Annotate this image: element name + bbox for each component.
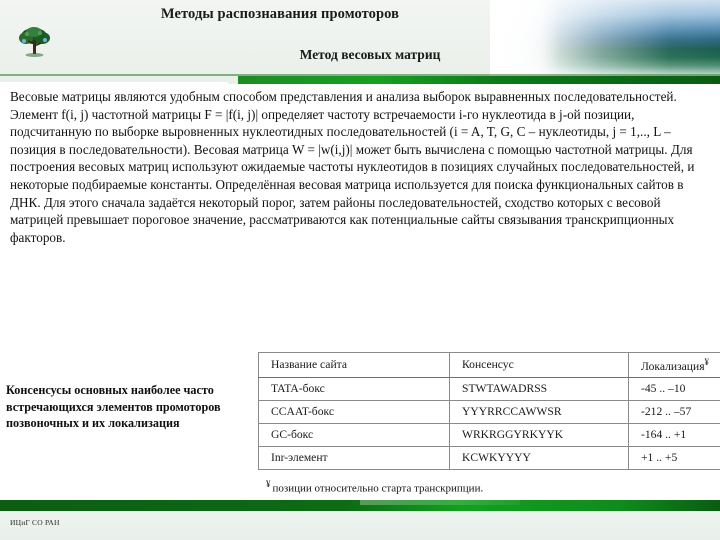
table-header-site: Название сайта	[259, 353, 450, 378]
cell-consensus: WRKRGGYRKYYK	[450, 423, 629, 446]
table-header-localization	[629, 353, 720, 378]
cell-site: CCAAT-бокс	[259, 400, 450, 423]
footer-zone	[0, 511, 720, 540]
table-header-consensus: Консенсус	[450, 353, 629, 378]
table-row	[259, 377, 720, 400]
table-header-row	[259, 353, 720, 378]
cell-localization: -212 .. –57	[629, 400, 720, 423]
body-paragraph: Весовые матрицы являются удобным способом представления и анализа выборок выравненных последовательностей. Элемент f(i, j) частотной матрицы F = |f(i, j)| определяет частоту встречаемости i-го нуклеотида в j-ой позиции, подсчитанную по выборке выровненных нуклеотидных последовательностей (i = A, T, G, C – нуклеотиды, j = 1,.., L – позиция в последовательности). Весовая матрица W = |w(i,j)| может быть вычислена с помощью частотной матрицы. Для построения весовых матриц используют ожидаемые частоты нуклеотидов в позициях случайных последовательностей, и некоторые подбираемые константы. Определённая весовая матрица используется для поиска функциональных сайтов в ДНК. Для этого сначала задаётся некоторый порог, затем районы последовательностей, сходство которых с весовой матрицей превышает пороговое значение, рассматриваются как потенциальные сайты связывания транскрипционных факторов.	[10, 89, 695, 245]
table-row	[259, 423, 720, 446]
table-row	[259, 446, 720, 469]
consensus-table-wrapper	[258, 352, 710, 470]
cell-site: TATA-бокс	[259, 377, 450, 400]
cell-consensus: YYYRRCCAWWSR	[450, 400, 629, 423]
cell-site: Inr-элемент	[259, 446, 450, 469]
table-footnote	[266, 479, 706, 495]
footnote-mark-icon: ¥	[704, 357, 710, 367]
cell-consensus: KCWKYYYY	[450, 446, 629, 469]
table-caption: Консенсусы основных наиболее часто встречающихся элементов промоторов позвоночных и их локализация	[6, 383, 221, 430]
header-green-bar	[228, 76, 720, 84]
table-row	[259, 400, 720, 423]
cell-localization: -164 .. +1	[629, 423, 720, 446]
slide-header	[0, 0, 720, 82]
cell-consensus: STWTAWADRSS	[450, 377, 629, 400]
tree-logo-icon	[14, 22, 56, 64]
footer-organization-label: ИЦиГ СО РАН	[10, 518, 60, 527]
body-text-block	[10, 88, 712, 246]
table-header-localization-label: Локализация	[641, 359, 705, 373]
consensus-table	[258, 352, 720, 470]
cell-localization: +1 .. +5	[629, 446, 720, 469]
header-green-bar-cap	[228, 76, 238, 84]
footnote-mark-icon: ¥	[266, 479, 271, 489]
cell-localization: -45 .. –10	[629, 377, 720, 400]
cell-site: GC-бокс	[259, 423, 450, 446]
footer-green-bar-highlight	[360, 500, 520, 505]
page-subtitle: Метод весовых матриц	[299, 47, 441, 62]
page-title: Методы распознавания промоторов	[160, 6, 400, 22]
footnote-text: позиции относительно старта транскрипции.	[272, 482, 484, 495]
